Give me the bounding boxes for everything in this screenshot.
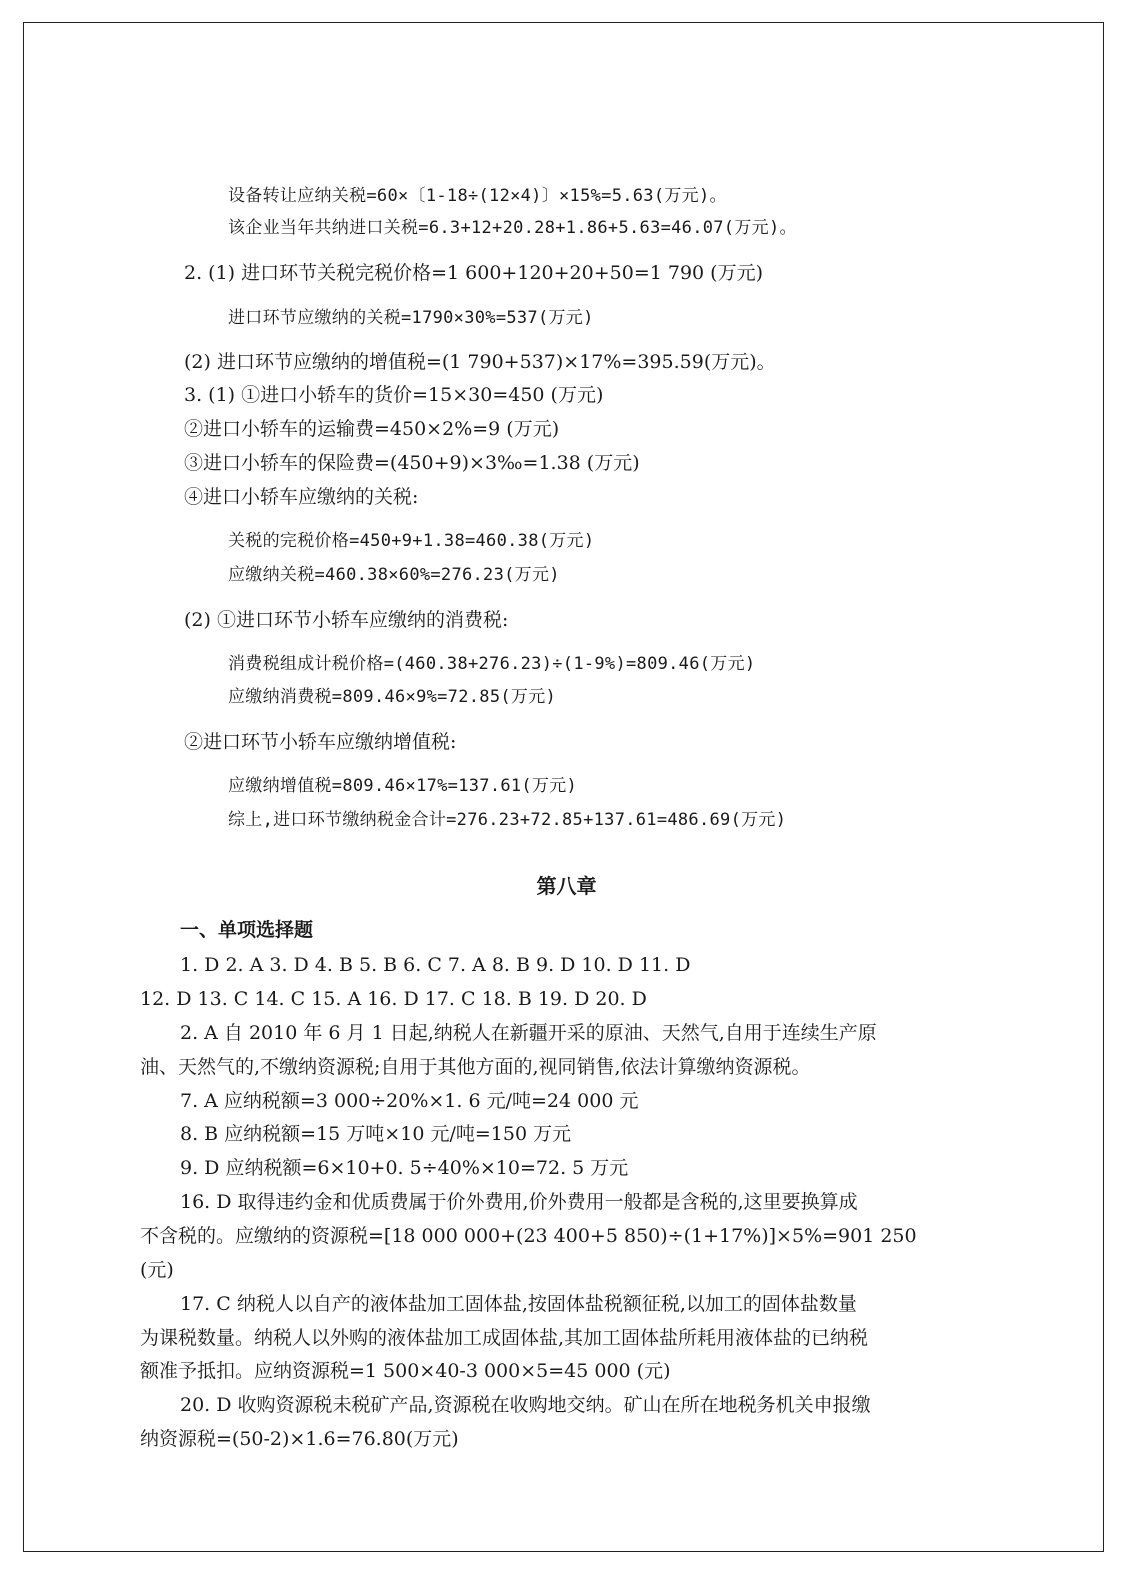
text-line: 设备转让应纳关税=60×〔1-18÷(12×4)〕×15%=5.63(万元)。 (228, 186, 727, 206)
text-line: 应缴纳增值税=809.46×17%=137.61(万元) (228, 776, 578, 796)
explanation-line: (元) (140, 1259, 174, 1281)
explanation-line: 7. A 应纳税额=3 000÷20%×1. 6 元/吨=24 000 元 (180, 1090, 639, 1112)
text-line: 2. (1) 进口环节关税完税价格=1 600+120+20+50=1 790 (万元) (184, 262, 763, 284)
text-line: 综上,进口环节缴纳税金合计=276.23+72.85+137.61=486.69(万元) (228, 810, 787, 830)
explanation-line: 16. D 取得违约金和优质费属于价外费用,价外费用一般都是含税的,这里要换算成 (180, 1191, 858, 1213)
explanation-line: 2. A 自 2010 年 6 月 1 日起,纳税人在新疆开采的原油、天然气,自用于连续生产原 (180, 1022, 877, 1044)
text-line: 应缴纳关税=460.38×60%=276.23(万元) (228, 565, 560, 585)
answer-line: 12. D 13. C 14. C 15. A 16. D 17. C 18. B 19. D 20. D (140, 988, 647, 1010)
text-line: ③进口小轿车的保险费=(450+9)×3‰=1.38 (万元) (184, 452, 640, 474)
explanation-line: 为课税数量。纳税人以外购的液体盐加工成固体盐,其加工固体盐所耗用液体盐的已纳税 (140, 1327, 869, 1349)
text-line: 应缴纳消费税=809.46×9%=72.85(万元) (228, 687, 557, 707)
text-line: 关税的完税价格=450+9+1.38=460.38(万元) (228, 531, 595, 551)
explanation-line: 8. B 应纳税额=15 万吨×10 元/吨=150 万元 (180, 1123, 572, 1145)
text-line: ②进口小轿车的运输费=450×2%=9 (万元) (184, 418, 560, 440)
text-line: ④进口小轿车应缴纳的关税: (184, 486, 419, 508)
text-line: (2) ①进口环节小轿车应缴纳的消费税: (184, 609, 509, 631)
explanation-line: 油、天然气的,不缴纳资源税;自用于其他方面的,视同销售,依法计算缴纳资源税。 (140, 1056, 811, 1078)
explanation-line: 额准予抵扣。应纳资源税=1 500×40-3 000×5=45 000 (元) (140, 1360, 671, 1382)
text-line: 该企业当年共纳进口关税=6.3+12+20.28+1.86+5.63=46.07(万元)。 (228, 218, 797, 238)
text-line: ②进口环节小轿车应缴纳增值税: (184, 731, 457, 753)
text-line: 3. (1) ①进口小轿车的货价=15×30=450 (万元) (184, 384, 604, 406)
section-heading: 一、单项选择题 (180, 919, 314, 941)
explanation-line: 9. D 应纳税额=6×10+0. 5÷40%×10=72. 5 万元 (180, 1157, 629, 1179)
chapter-title: 第八章 (536, 874, 597, 898)
text-line: 进口环节应缴纳的关税=1790×30%=537(万元) (228, 308, 594, 328)
text-line: 消费税组成计税价格=(460.38+276.23)÷(1-9%)=809.46(万元) (228, 654, 756, 674)
answer-line: 1. D 2. A 3. D 4. B 5. B 6. C 7. A 8. B 9. D 10. D 11. D (180, 954, 691, 976)
explanation-line: 纳资源税=(50-2)×1.6=76.80(万元) (140, 1428, 459, 1450)
explanation-line: 不含税的。应缴纳的资源税=[18 000 000+(23 400+5 850)÷(1+17%)]×5%=901 250 (140, 1225, 917, 1247)
explanation-line: 20. D 收购资源税未税矿产品,资源税在收购地交纳。矿山在所在地税务机关申报缴 (180, 1394, 871, 1416)
explanation-line: 17. C 纳税人以自产的液体盐加工固体盐,按固体盐税额征税,以加工的固体盐数量 (180, 1293, 857, 1315)
text-line: (2) 进口环节应缴纳的增值税=(1 790+537)×17%=395.59(万元)。 (184, 351, 776, 373)
